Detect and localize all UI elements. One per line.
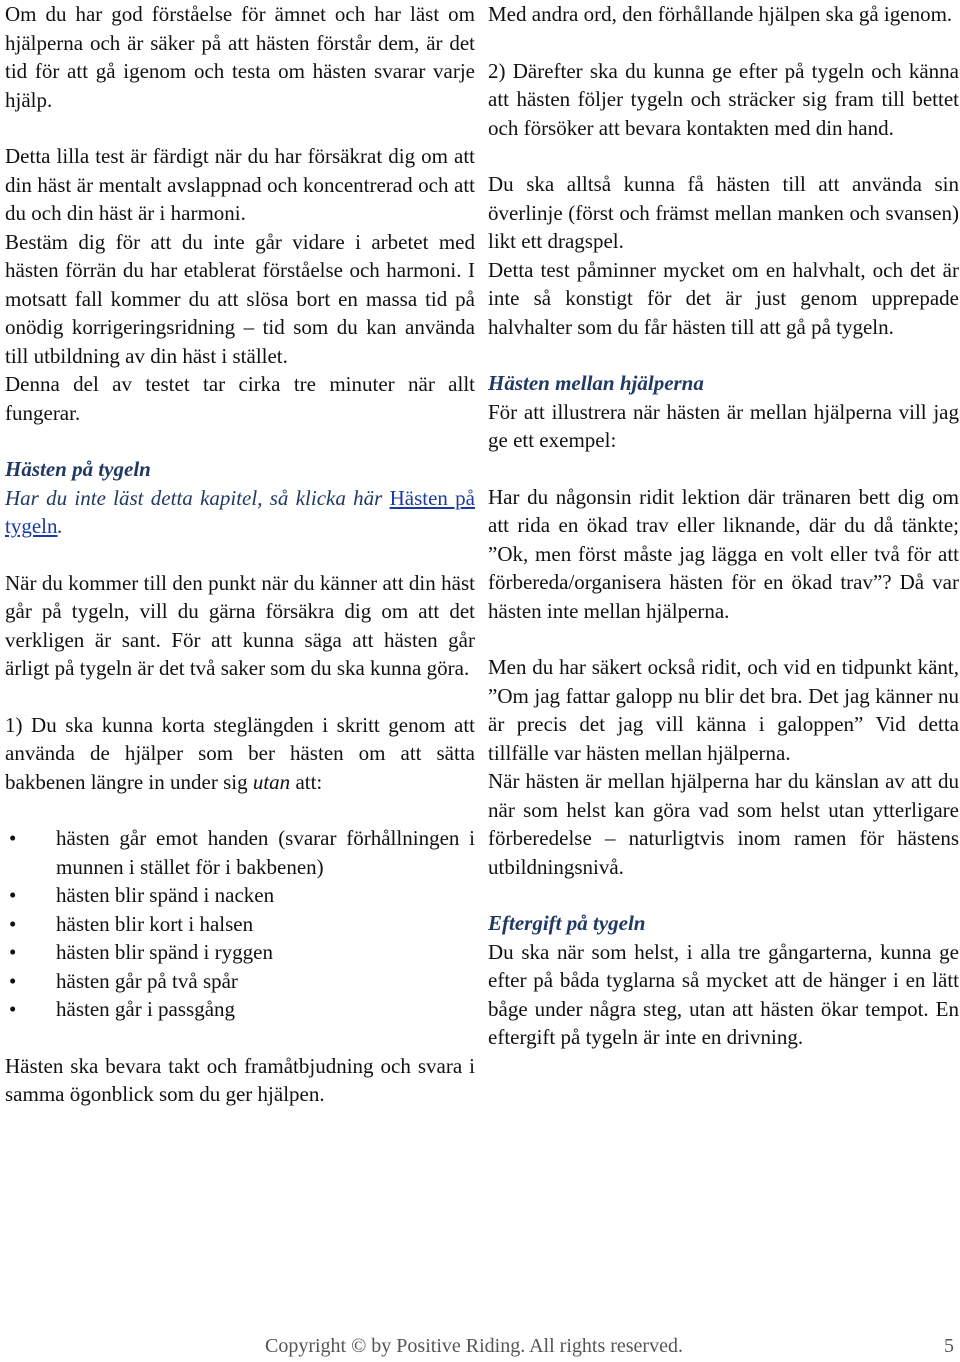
paragraph: Detta lilla test är färdigt när du har försäkrat dig om att din häst är mentalt avslappnad och koncentrerad och att du och din häst är i harmoni.	[5, 144, 475, 225]
bullet-icon: •	[9, 826, 17, 850]
list-item	[5, 938, 475, 967]
paragraph: 2) Därefter ska du kunna ge efter på tygeln och känna att hästen följer tygeln och sträcker sig fram till bettet och försöker att bevara kontakten med din hand.	[488, 58, 959, 140]
paragraph: För att illustrera när hästen är mellan hjälperna vill jag ge ett exempel:	[488, 399, 959, 452]
list-item	[5, 824, 475, 881]
paragraph: Bestäm dig för att du inte går vidare i arbetet med hästen förrän du har etablerat förståelse och harmoni. I motsatt fall kommer du att slösa bort en massa tid på onödig korrigeringsridning – tid som du kan använda till utbildning av din häst i stället.	[5, 229, 475, 368]
list-item-text: hästen går på två spår	[56, 968, 238, 993]
paragraph: Har du någonsin ridit lektion där tränaren bett dig om att rida en ökad trav eller liknande, där du då tänkte; ”Ok, men först måste jag lägga en volt eller två för att förbereda/organisera hästen för en ökad trav”? Då var hästen inte mellan hjälperna.	[488, 484, 959, 623]
paragraph: Med andra ord, den förhållande hjälpen ska gå igenom.	[488, 2, 953, 26]
list-item	[5, 967, 475, 996]
bullet-list	[5, 824, 475, 1024]
list-item	[5, 881, 475, 910]
paragraph: Detta test påminner mycket om en halvhalt, och det är inte så konstigt för det är just genom upprepade halvhalter som du får hästen till att gå på tygeln.	[488, 257, 959, 339]
copyright-text: Copyright © by Positive Riding. All rights reserved.	[265, 1335, 683, 1357]
bullet-icon: •	[9, 997, 17, 1021]
left-column	[5, 0, 475, 1109]
bullet-icon: •	[9, 968, 17, 993]
right-column	[488, 0, 959, 1052]
list-item-text: hästen blir spänd i nacken	[56, 883, 275, 907]
paragraph: När du kommer till den punkt när du känner att din häst går på tygeln, vill du gärna försäkra dig om att det verkligen är sant. För att kunna säga att hästen går ärligt på tygeln är det två saker som du ska kunna göra.	[5, 570, 475, 680]
paragraph: Om du har god förståelse för ämnet och har läst om hjälperna och är säker på att hästen förstår dem, är det tid för att gå igenom och testa om hästen svarar varje hjälp.	[5, 2, 475, 112]
bullet-icon: •	[9, 940, 17, 964]
paragraph: När hästen är mellan hjälperna har du känslan av att du när som helst kan göra vad som helst utan ytterligare förberedelse – naturligtvis inom ramen för hästens utbildningsnivå.	[488, 769, 959, 879]
paragraph	[5, 711, 475, 797]
list-item-text: hästen blir kort i halsen	[56, 911, 254, 936]
note-end: .	[57, 514, 63, 538]
emphasis-text: utan	[252, 769, 291, 794]
paragraph: Denna del av testet tar cirka tre minuter när allt fungerar.	[5, 372, 475, 425]
section-heading: Eftergift på tygeln	[488, 911, 646, 935]
paragraph: Hästen ska bevara takt och framåtbjudning och svara i samma ögonblick som du ger hjälpen.	[5, 1053, 475, 1106]
chapter-link-note	[5, 484, 475, 541]
paragraph: Men du har säkert också ridit, och vid en tidpunkt känt, ”Om jag fattar galopp nu blir det bra. Det jag känner nu är precis det jag vill känna i galoppen” Vid detta tillfälle var hästen mellan hjälperna.	[488, 655, 959, 765]
paragraph: Du ska alltså kunna få hästen till att använda sin överlinje (först och främst mellan manken och svansen) likt ett dragspel.	[488, 172, 959, 253]
list-item	[5, 995, 475, 1024]
page-footer	[0, 1332, 960, 1362]
paragraph-text: att:	[290, 769, 323, 794]
section-heading: Hästen på tygeln	[5, 457, 151, 481]
page-number: 5	[944, 1335, 954, 1357]
bullet-icon: •	[9, 883, 17, 907]
chapter-link[interactable]: Hästen på tygeln	[5, 485, 475, 538]
list-item-text: hästen går emot handen (svarar förhållningen i munnen i stället för i bakbenen)	[56, 826, 475, 879]
section-heading: Hästen mellan hjälperna	[488, 371, 704, 395]
list-item-text: hästen blir spänd i ryggen	[56, 940, 273, 964]
list-item-text: hästen går i passgång	[56, 997, 236, 1021]
paragraph-text: 1) Du ska kunna korta steglängden i skritt genom att använda de hjälper som ber hästen om att sätta bakbenen längre in under sig	[5, 712, 475, 794]
paragraph: Du ska när som helst, i alla tre gångarterna, kunna ge efter på båda tyglarna så mycket att de hänger i en lätt båge under några steg, utan att hästen ökar tempot. En eftergift på tygeln är inte en drivning.	[488, 939, 959, 1049]
note-text: Har du inte läst detta kapitel, så klicka här	[5, 485, 390, 510]
bullet-icon: •	[9, 911, 17, 936]
list-item	[5, 910, 475, 939]
